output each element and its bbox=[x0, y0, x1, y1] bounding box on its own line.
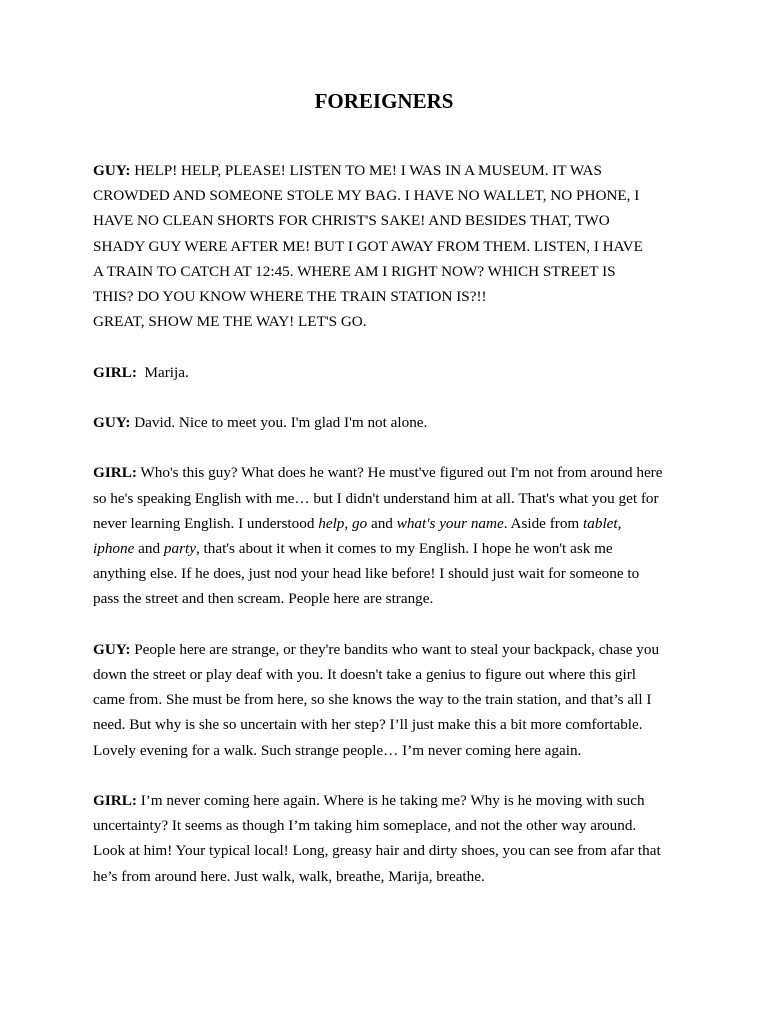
text-line bbox=[93, 208, 683, 233]
italic-text: what's your name bbox=[396, 514, 504, 532]
text-line bbox=[93, 360, 683, 385]
text-segment: . Aside from bbox=[503, 514, 584, 532]
text-segment: GREAT, SHOW ME THE WAY! LET'S GO. bbox=[93, 313, 367, 331]
speaker-label: GIRL: bbox=[93, 363, 137, 381]
document-title: FOREIGNERS bbox=[314, 89, 454, 113]
dialogue-paragraph bbox=[93, 158, 683, 334]
text-segment: SHADY GUY WERE AFTER ME! BUT I GOT AWAY FROM THEM. LISTEN, I HAVE bbox=[93, 237, 643, 255]
text-segment: Marija. bbox=[144, 363, 189, 381]
text-line bbox=[93, 738, 683, 763]
text-segment: came from. She must be from here, so she knows the way to the train station, and that’s all I bbox=[93, 691, 652, 709]
speaker-label: GIRL: bbox=[93, 464, 137, 482]
text-line bbox=[93, 234, 683, 259]
text-line bbox=[93, 183, 683, 208]
text-line bbox=[93, 536, 683, 561]
text-line bbox=[93, 838, 683, 863]
speaker-label: GUY: bbox=[93, 414, 131, 431]
text-segment: HAVE NO CLEAN SHORTS FOR CHRIST'S SAKE! AND BESIDES THAT, TWO bbox=[93, 212, 610, 230]
italic-text: iphone bbox=[93, 540, 135, 557]
text-line bbox=[93, 712, 683, 737]
text-segment: anything else. If he does, just nod your head like before! I should just wait for someone to bbox=[93, 565, 640, 583]
text-line bbox=[93, 158, 683, 183]
text-line bbox=[93, 662, 683, 687]
text-segment: need. But why is she so uncertain with her step? I’ll just make this a bit more comfortable. bbox=[93, 716, 643, 734]
text-segment: I’m never coming here again. Where is he taking me? Why is he moving with such bbox=[140, 792, 645, 809]
text-segment: Who's this guy? What does he want? He must've figured out I'm not from around here bbox=[140, 464, 663, 482]
dialogue-paragraph bbox=[93, 788, 683, 889]
text-line bbox=[93, 813, 683, 838]
text-segment: A TRAIN TO CATCH AT 12:45. WHERE AM I RIGHT NOW? WHICH STREET IS bbox=[93, 262, 616, 280]
text-line bbox=[93, 561, 683, 586]
text-segment: HELP! HELP, PLEASE! LISTEN TO ME! I WAS IN A MUSEUM. IT WAS bbox=[134, 162, 602, 179]
speaker-label: GIRL: bbox=[93, 792, 137, 809]
dialogue-paragraph bbox=[93, 460, 683, 611]
dialogue-paragraph bbox=[93, 410, 683, 435]
text-segment: People here are strange, or they're bandits who want to steal your backpack, chase you bbox=[134, 640, 660, 658]
text-segment: THIS? DO YOU KNOW WHERE THE TRAIN STATION IS?!! bbox=[93, 288, 487, 306]
text-segment: CROWDED AND SOMEONE STOLE MY BAG. I HAVE NO WALLET, NO PHONE, I bbox=[93, 187, 640, 205]
text-segment: David. Nice to meet you. I'm glad I'm not alone. bbox=[134, 414, 428, 431]
text-segment: so he's speaking English with me… but I didn't understand him at all. That's what you get for bbox=[93, 489, 659, 507]
text-segment: down the street or play deaf with you. It doesn't take a genius to figure out where this girl bbox=[93, 666, 637, 683]
text-line bbox=[93, 586, 683, 611]
text-segment: Look at him! Your typical local! Long, greasy hair and dirty shoes, you can see from afar that bbox=[93, 842, 661, 860]
dialogue-paragraph bbox=[93, 637, 683, 763]
italic-text: tablet, bbox=[583, 514, 622, 532]
text-line bbox=[93, 486, 683, 511]
text-line bbox=[93, 309, 683, 334]
text-segment: , that's about it when it comes to my English. I hope he won't ask me bbox=[195, 540, 613, 557]
text-segment: uncertainty? It seems as though I’m taking him someplace, and not the other way around. bbox=[93, 817, 637, 835]
speaker-label: GUY: bbox=[93, 162, 131, 179]
text-segment: he’s from around here. Just walk, walk, breathe, Marija, breathe. bbox=[93, 867, 485, 885]
text-line bbox=[93, 259, 683, 284]
dialogue-paragraph bbox=[93, 360, 683, 385]
text-segment: and bbox=[367, 514, 397, 532]
text-line bbox=[93, 460, 683, 485]
text-line bbox=[93, 687, 683, 712]
text-segment: never learning English. I understood bbox=[93, 514, 319, 532]
italic-text: help, go bbox=[318, 514, 368, 532]
text-segment: Lovely evening for a walk. Such strange people… I’m never coming here again. bbox=[93, 741, 582, 759]
text-line bbox=[93, 864, 683, 889]
text-segment: and bbox=[134, 540, 164, 557]
document-body bbox=[93, 158, 683, 914]
text-line bbox=[93, 637, 683, 662]
text-line bbox=[93, 511, 683, 536]
speaker-label: GUY: bbox=[93, 640, 131, 658]
text-segment: pass the street and then scream. People here are strange. bbox=[93, 590, 434, 608]
italic-text: party bbox=[163, 540, 196, 557]
text-line bbox=[93, 284, 683, 309]
text-line bbox=[93, 788, 683, 813]
text-line bbox=[93, 410, 683, 435]
